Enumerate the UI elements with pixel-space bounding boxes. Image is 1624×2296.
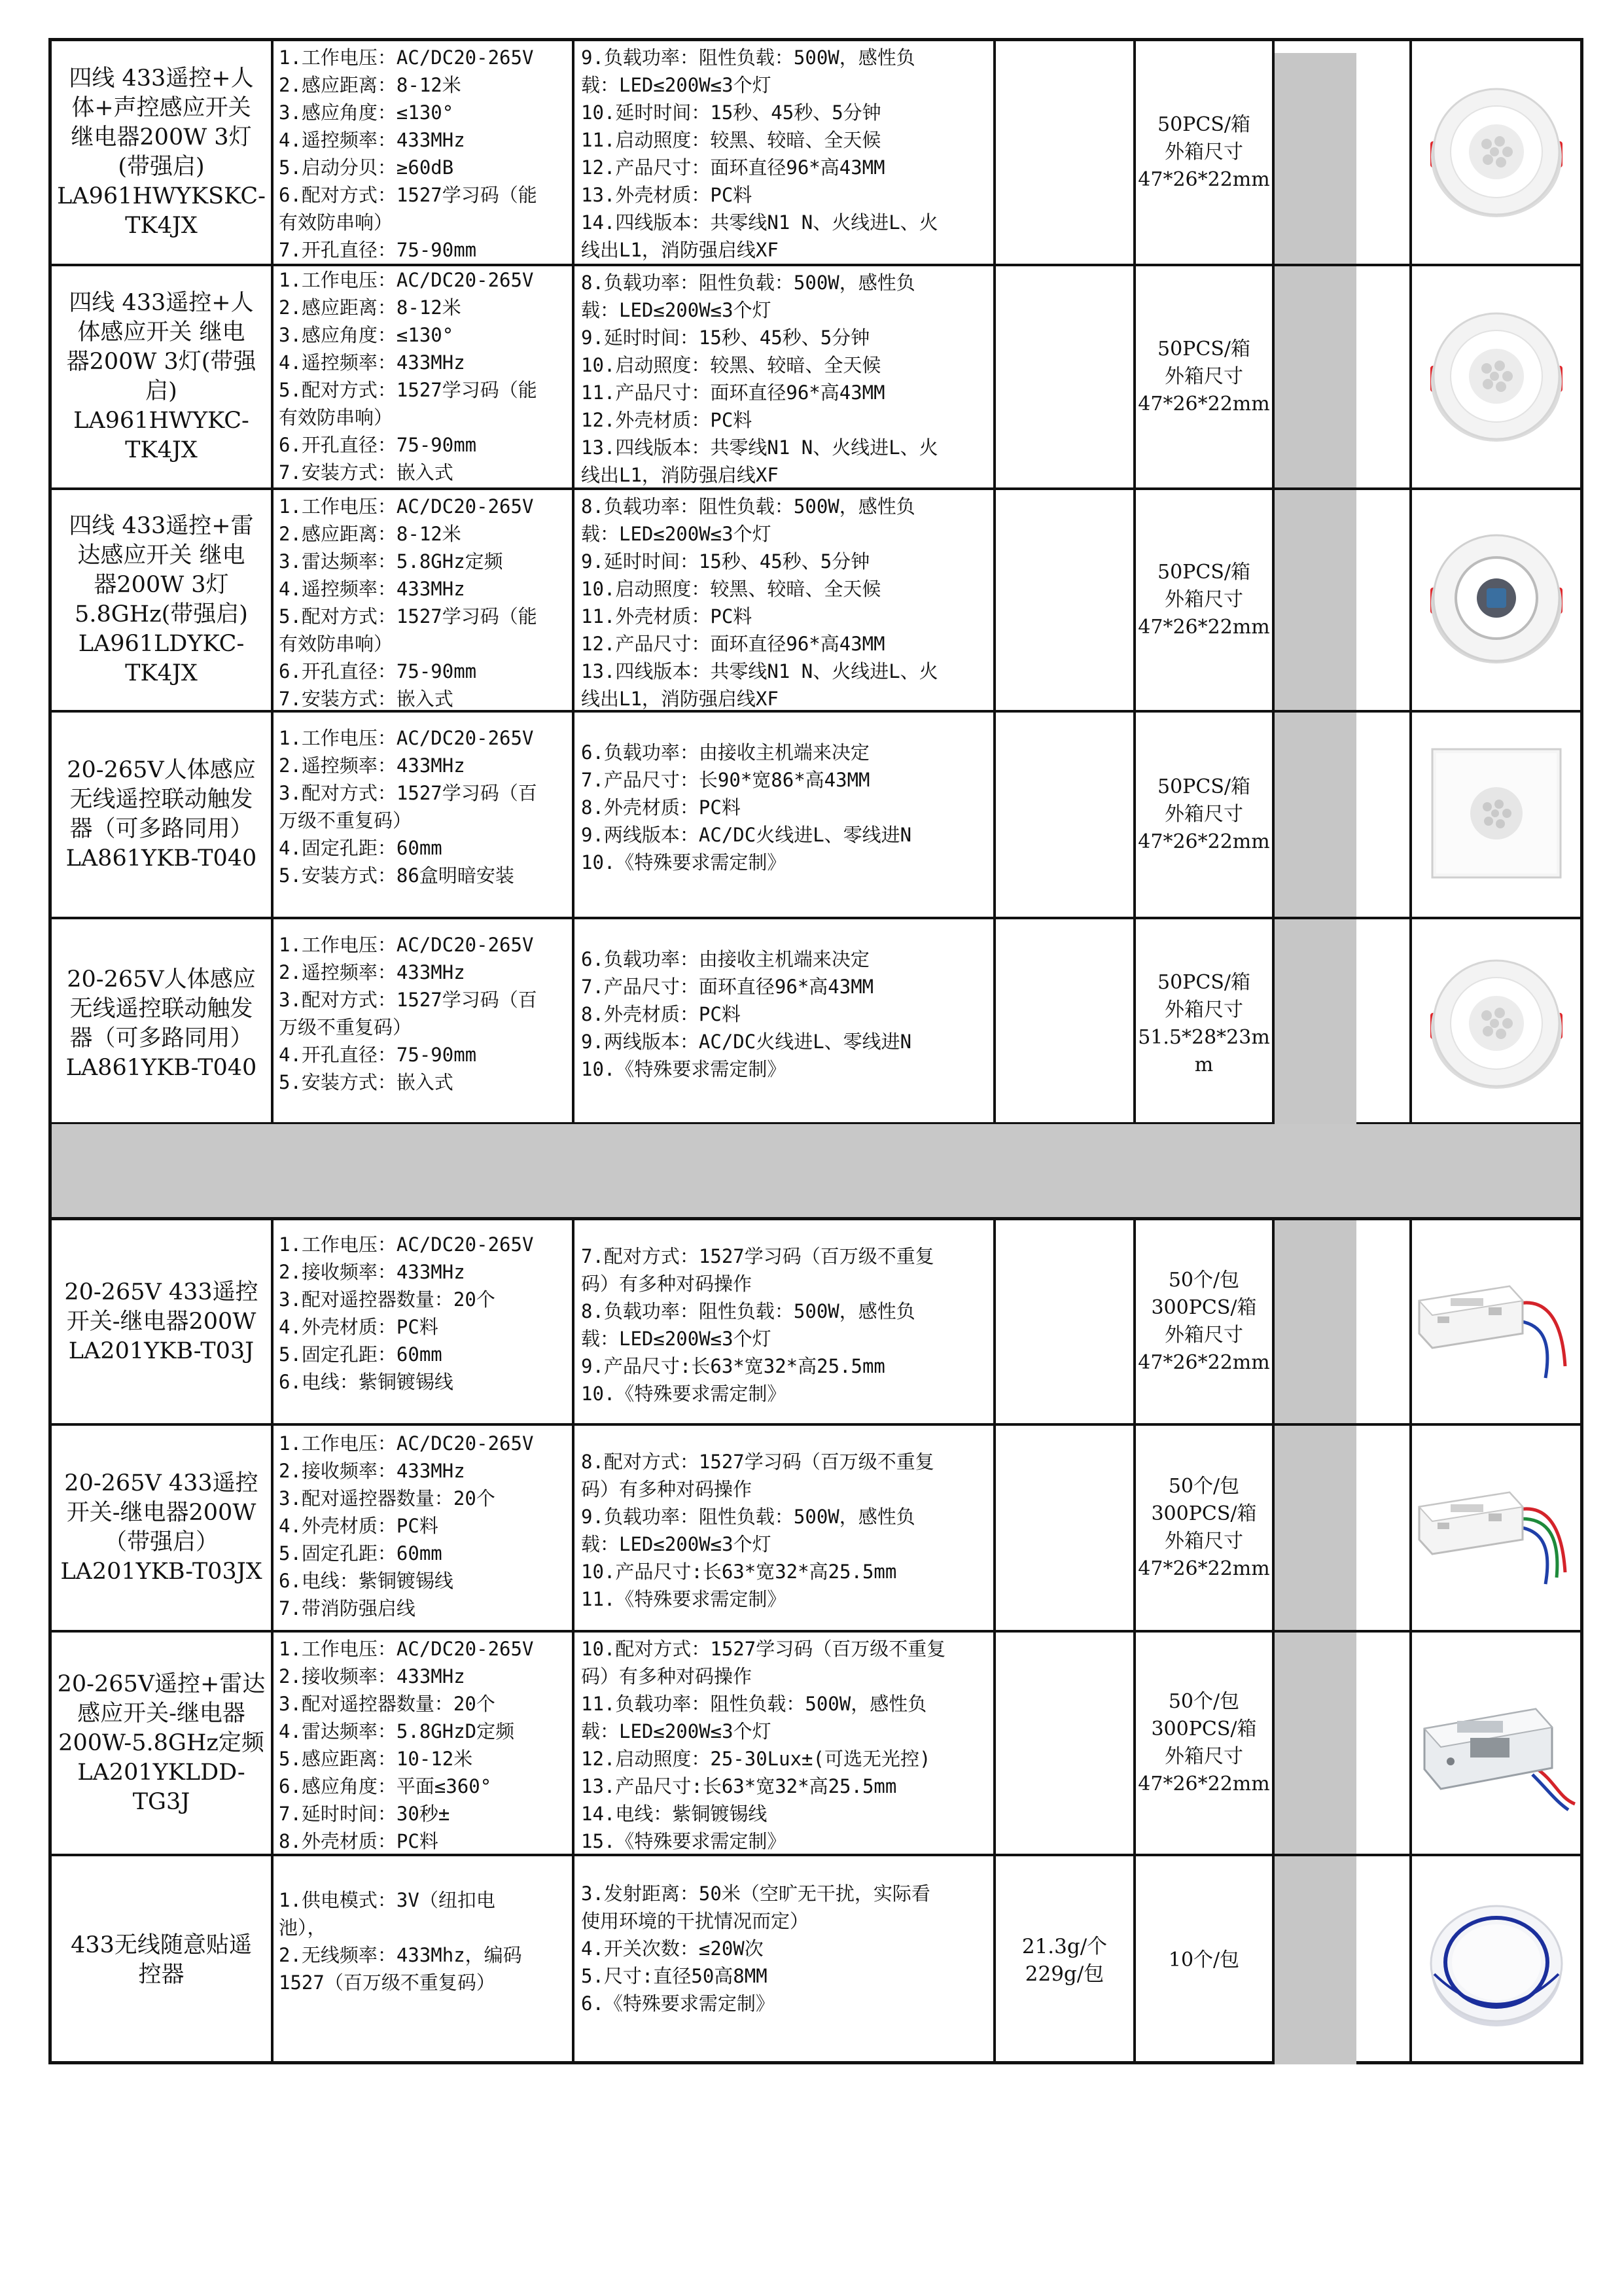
spec-line: 1.工作电压：AC/DC20-265V xyxy=(279,1638,534,1660)
spec-line: 10.延时时间：15秒、45秒、5分钟 xyxy=(581,101,881,124)
spec-line: 1.工作电压：AC/DC20-265V xyxy=(279,727,534,749)
spec-line: 13.四线版本：共零线N1 N、火线进L、火 xyxy=(581,436,938,459)
spec-line: 1.工作电压：AC/DC20-265V xyxy=(279,934,534,956)
product-row xyxy=(52,1630,1580,1854)
spec-line: 3.配对方式：1527学习码（百 xyxy=(279,782,537,804)
spec-line: 13.外壳材质：PC料 xyxy=(581,184,752,206)
spec-column-a xyxy=(274,1856,572,2064)
product-name-cell xyxy=(52,919,271,1129)
packing-cell xyxy=(1136,1856,1272,2064)
spec-line: 4.外壳材质：PC料 xyxy=(279,1316,438,1338)
spec-line: 2.感应距离：8-12米 xyxy=(279,74,461,96)
product-name-cell xyxy=(52,713,271,917)
packing-cell xyxy=(1136,41,1272,264)
product-name: 20-265V 433遥控 开关-继电器200W （带强启） LA201YKB-T03JX xyxy=(60,1470,262,1585)
spec-line: 5.固定孔距：60mm xyxy=(279,1343,442,1366)
product-image-cell xyxy=(1412,41,1580,264)
spec-line: 7.延时时间：30秒± xyxy=(279,1803,450,1825)
spec-line: 万级不重复码） xyxy=(279,809,412,832)
product-image-cell xyxy=(1412,919,1580,1129)
packing-cell xyxy=(1136,713,1272,917)
product-name-cell xyxy=(52,41,271,264)
spec-line: 8.负载功率：阻性负载：500W，感性负 xyxy=(581,272,915,294)
spec-line: 8.外壳材质：PC料 xyxy=(581,1003,741,1025)
spec-line: 4.固定孔距：60mm xyxy=(279,837,442,859)
spec-line: 1527（百万级不重复码） xyxy=(279,1971,495,1994)
spec-line: 9.延时时间：15秒、45秒、5分钟 xyxy=(581,550,870,573)
spec-line: 12.启动照度：25-30Lux±(可选无光控) xyxy=(581,1748,931,1770)
spec-line: 10.《特殊要求需定制》 xyxy=(581,851,786,874)
spec-line: 6.感应角度：平面≤360° xyxy=(279,1775,492,1797)
spec-line: 11.启动照度：较黑、较暗、全天候 xyxy=(581,129,881,151)
spec-line: 6.电线：紫铜镀锡线 xyxy=(279,1371,453,1393)
spec-line: 8.负载功率：阻性负载：500W，感性负 xyxy=(581,1300,915,1322)
spec-line: 4.外壳材质：PC料 xyxy=(279,1515,438,1537)
product-row xyxy=(52,1220,1580,1423)
spec-line: 2.感应距离：8-12米 xyxy=(279,296,461,319)
spec-line: 7.安装方式：嵌入式 xyxy=(279,688,453,710)
spec-line: 7.产品尺寸：面环直径96*高43MM xyxy=(581,976,874,998)
spec-line: 3.感应角度：≤130° xyxy=(279,324,454,346)
spec-line: 5.尺寸:直径50高8MM xyxy=(581,1965,768,1987)
spec-line: 有效防串响） xyxy=(279,633,393,655)
product-row xyxy=(52,41,1580,264)
weight-cell xyxy=(996,713,1133,917)
spec-line: 4.遥控频率：433MHz xyxy=(279,351,465,374)
spec-column-b xyxy=(574,713,993,917)
spec-line: 5.安装方式：86盒明暗安装 xyxy=(279,864,514,887)
spec-column-b xyxy=(574,1220,993,1423)
spec-line: 5.启动分贝：≥60dB xyxy=(279,156,454,179)
spec-line: 9.两线版本：AC/DC火线进L、零线进N xyxy=(581,1031,912,1053)
product-table-section-2 xyxy=(48,1217,1583,2064)
product-name-cell xyxy=(52,1856,271,2064)
spec-line: 5.配对方式：1527学习码（能 xyxy=(279,605,537,627)
spec-line: 9.两线版本：AC/DC火线进L、零线进N xyxy=(581,824,912,846)
spec-column-a xyxy=(274,713,572,917)
spec-line: 4.遥控频率：433MHz xyxy=(279,129,465,151)
packing-text: 50PCS/箱 外箱尺寸 47*26*22mm xyxy=(1138,561,1270,639)
spec-line: 8.负载功率：阻性负载：500W，感性负 xyxy=(581,495,915,518)
packing-cell xyxy=(1136,1633,1272,1854)
spec-column-b xyxy=(574,266,993,487)
spec-line: 1.工作电压：AC/DC20-265V xyxy=(279,1233,534,1256)
spec-line: 5.固定孔距：60mm xyxy=(279,1542,442,1564)
round-sensor-icon xyxy=(1421,947,1572,1101)
spec-line: 使用环境的干扰情况而定） xyxy=(581,1910,809,1932)
spec-line: 2.感应距离：8-12米 xyxy=(279,523,461,545)
round-sensor-icon xyxy=(1421,300,1572,453)
spec-line: 6.负载功率：由接收主机端来决定 xyxy=(581,741,870,764)
product-row xyxy=(52,487,1580,710)
packing-cell xyxy=(1136,1426,1272,1630)
product-image-cell xyxy=(1412,1426,1580,1630)
spec-column-b xyxy=(574,490,993,710)
spec-line: 4.雷达频率：5.8GHzD定频 xyxy=(279,1720,515,1742)
spec-column-a xyxy=(274,490,572,710)
weight-cell xyxy=(996,266,1133,487)
spec-line: 万级不重复码） xyxy=(279,1016,412,1038)
spec-line: 12.产品尺寸：面环直径96*高43MM xyxy=(581,633,885,655)
spec-line: 5.配对方式：1527学习码（能 xyxy=(279,379,537,401)
product-image-cell xyxy=(1412,1856,1580,2064)
weight-cell xyxy=(996,490,1133,710)
product-name: 20-265V人体感应 无线遥控联动触发 器（可多路同用） LA861YKB-T040 xyxy=(65,757,257,872)
spec-line: 12.产品尺寸：面环直径96*高43MM xyxy=(581,156,885,179)
spec-line: 6.《特殊要求需定制》 xyxy=(581,1992,775,2015)
spec-line: 1.工作电压：AC/DC20-265V xyxy=(279,495,534,518)
spec-line: 12.外壳材质：PC料 xyxy=(581,409,752,431)
relay-module-3wire-icon xyxy=(1412,1461,1580,1595)
spec-line: 4.开孔直径：75-90mm xyxy=(279,1044,477,1066)
spec-line: 3.配对遥控器数量：20个 xyxy=(279,1487,495,1510)
spec-column-a xyxy=(274,1220,572,1423)
packing-text: 50个/包 300PCS/箱 外箱尺寸 47*26*22mm xyxy=(1138,1269,1270,1374)
packing-text: 50PCS/箱 外箱尺寸 47*26*22mm xyxy=(1138,338,1270,415)
spec-column-b xyxy=(574,1856,993,2064)
packing-text: 50PCS/箱 外箱尺寸 47*26*22mm xyxy=(1138,113,1270,191)
spec-line: 7.安装方式：嵌入式 xyxy=(279,461,453,484)
spec-line: 1.供电模式：3V（纽扣电 xyxy=(279,1889,495,1911)
spec-line: 2.遥控频率：433MHz xyxy=(279,961,465,983)
product-row xyxy=(52,917,1580,1129)
spec-line: 载：LED≤200W≤3个灯 xyxy=(581,299,771,321)
packing-text: 50PCS/箱 外箱尺寸 47*26*22mm xyxy=(1138,775,1270,853)
weight-cell xyxy=(996,919,1133,1129)
spec-column-b xyxy=(574,919,993,1129)
product-image-cell xyxy=(1412,1220,1580,1423)
product-name: 20-265V人体感应 无线遥控联动触发 器（可多路同用） LA861YKB-T040 xyxy=(65,966,257,1081)
product-name-cell xyxy=(52,490,271,710)
spec-line: 11.产品尺寸：面环直径96*高43MM xyxy=(581,381,885,404)
packing-cell xyxy=(1136,266,1272,487)
spec-line: 10.启动照度：较黑、较暗、全天候 xyxy=(581,578,881,600)
spec-column-a xyxy=(274,1633,572,1854)
spec-column-a xyxy=(274,266,572,487)
spec-line: 8.外壳材质：PC料 xyxy=(581,796,741,819)
spec-line: 码）有多种对码操作 xyxy=(581,1273,752,1295)
relay-module-icon xyxy=(1412,1255,1580,1388)
spec-line: 6.电线：紫铜镀锡线 xyxy=(279,1570,453,1592)
packing-text: 10个/包 xyxy=(1168,1949,1240,1971)
spec-line: 载：LED≤200W≤3个灯 xyxy=(581,1328,771,1350)
spec-line: 7.带消防强启线 xyxy=(279,1597,415,1619)
spec-line: 3.配对遥控器数量：20个 xyxy=(279,1693,495,1715)
spec-column-a xyxy=(274,919,572,1129)
spec-line: 10.启动照度：较黑、较暗、全天候 xyxy=(581,354,881,376)
spec-line: 2.接收频率：433MHz xyxy=(279,1261,465,1283)
weight-text: 21.3g/个 229g/包 xyxy=(1021,1935,1108,1986)
product-row xyxy=(52,1854,1580,2064)
product-row xyxy=(52,710,1580,917)
spec-column-a xyxy=(274,1426,572,1630)
spec-line: 3.感应角度：≤130° xyxy=(279,101,454,124)
packing-cell xyxy=(1136,1220,1272,1423)
spec-line: 载：LED≤200W≤3个灯 xyxy=(581,523,771,545)
product-image-cell xyxy=(1412,490,1580,710)
wireless-remote-button-icon xyxy=(1421,1884,1572,2037)
product-name: 20-265V遥控+雷达 感应开关-继电器 200W-5.8GHz定频 LA201YKLDD-TG3J xyxy=(57,1670,266,1815)
product-name: 四线 433遥控+雷 达感应开关 继电 器200W 3灯 5.8GHz(带强启) LA961LDYKC-TK4JX xyxy=(69,513,254,686)
spec-line: 11.外壳材质：PC料 xyxy=(581,605,752,627)
spec-line: 池）， xyxy=(279,1916,327,1939)
product-row xyxy=(52,1423,1580,1630)
spec-line: 3.配对方式：1527学习码（百 xyxy=(279,989,537,1011)
product-name-cell xyxy=(52,266,271,487)
spec-line: 10.《特殊要求需定制》 xyxy=(581,1058,786,1080)
spec-line: 15.《特殊要求需定制》 xyxy=(581,1830,786,1852)
spec-line: 11.负载功率：阻性负载：500W，感性负 xyxy=(581,1693,927,1715)
spec-line: 载：LED≤200W≤3个灯 xyxy=(581,1720,771,1742)
product-name-cell xyxy=(52,1633,271,1854)
spec-line: 2.无线频率：433Mhz，编码 xyxy=(279,1944,522,1966)
spec-line: 5.感应距离：10-12米 xyxy=(279,1748,473,1770)
spec-line: 8.配对方式：1527学习码（百万级不重复 xyxy=(581,1451,934,1473)
spec-line: 7.产品尺寸：长90*宽86*高43MM xyxy=(581,769,870,791)
product-name: 20-265V 433遥控 开关-继电器200W LA201YKB-T03J xyxy=(64,1279,258,1364)
radar-relay-module-icon xyxy=(1412,1670,1580,1816)
spec-line: 6.开孔直径：75-90mm xyxy=(279,434,477,456)
product-image-cell xyxy=(1412,713,1580,917)
spec-column-b xyxy=(574,41,993,264)
spec-line: 14.四线版本：共零线N1 N、火线进L、火 xyxy=(581,211,938,234)
spec-line: 10.《特殊要求需定制》 xyxy=(581,1383,786,1405)
weight-cell xyxy=(996,1220,1133,1423)
packing-cell xyxy=(1136,919,1272,1129)
spec-line: 2.接收频率：433MHz xyxy=(279,1665,465,1687)
packing-text: 50个/包 300PCS/箱 外箱尺寸 47*26*22mm xyxy=(1138,1690,1270,1795)
spec-line: 2.遥控频率：433MHz xyxy=(279,754,465,777)
spec-line: 5.安装方式：嵌入式 xyxy=(279,1071,453,1093)
spec-line: 9.负载功率：阻性负载：500W，感性负 xyxy=(581,46,915,69)
spec-line: 14.电线：紫铜镀锡线 xyxy=(581,1803,768,1825)
product-name: 433无线随意贴遥 控器 xyxy=(71,1932,252,1988)
spec-line: 3.雷达频率：5.8GHz定频 xyxy=(279,550,503,573)
spec-line: 载：LED≤200W≤3个灯 xyxy=(581,74,771,96)
spec-line: 2.接收频率：433MHz xyxy=(279,1460,465,1482)
spec-line: 线出L1，消防强启线XF xyxy=(581,464,779,486)
radar-sensor-icon xyxy=(1421,523,1572,677)
spec-line: 3.发射距离：50米（空旷无干扰，实际看 xyxy=(581,1882,930,1905)
spec-line: 9.负载功率：阻性负载：500W，感性负 xyxy=(581,1506,915,1528)
spec-line: 6.配对方式：1527学习码（能 xyxy=(279,184,537,206)
gray-separator-band xyxy=(48,1124,1583,1219)
spec-line: 13.产品尺寸:长63*宽32*高25.5mm xyxy=(581,1775,897,1797)
product-name-cell xyxy=(52,1426,271,1630)
spec-line: 有效防串响） xyxy=(279,211,393,234)
weight-cell xyxy=(996,1426,1133,1630)
packing-text: 50个/包 300PCS/箱 外箱尺寸 47*26*22mm xyxy=(1138,1475,1270,1580)
product-name-cell xyxy=(52,1220,271,1423)
spec-line: 3.配对遥控器数量：20个 xyxy=(279,1288,495,1311)
spec-line: 9.产品尺寸:长63*宽32*高25.5mm xyxy=(581,1355,885,1377)
product-name: 四线 433遥控+人 体+声控感应开关 继电器200W 3灯 (带强启) LA961HWYKSKC- TK4JX xyxy=(57,65,266,239)
product-image-cell xyxy=(1412,266,1580,487)
spec-line: 10.产品尺寸:长63*宽32*高25.5mm xyxy=(581,1561,897,1583)
spec-line: 4.开关次数：≤20W次 xyxy=(581,1937,764,1960)
product-row xyxy=(52,264,1580,487)
packing-text: 50PCS/箱 外箱尺寸 51.5*28*23m m xyxy=(1138,971,1270,1076)
spec-line: 有效防串响） xyxy=(279,406,393,429)
spec-line: 载：LED≤200W≤3个灯 xyxy=(581,1533,771,1555)
spec-line: 13.四线版本：共零线N1 N、火线进L、火 xyxy=(581,660,938,682)
spec-line: 1.工作电压：AC/DC20-265V xyxy=(279,1432,534,1455)
product-table-section-1 xyxy=(48,38,1583,1125)
product-name: 四线 433遥控+人 体感应开关 继电 器200W 3灯(带强 启) LA961HWYKC-TK4JX xyxy=(66,290,256,463)
spec-line: 码）有多种对码操作 xyxy=(581,1665,752,1687)
spec-line: 1.工作电压：AC/DC20-265V xyxy=(279,269,534,291)
spec-line: 8.外壳材质：PC料 xyxy=(279,1830,438,1852)
weight-cell xyxy=(996,1633,1133,1854)
spec-line: 11.《特殊要求需定制》 xyxy=(581,1588,786,1610)
spec-line: 线出L1，消防强启线XF xyxy=(581,239,779,261)
spec-line: 6.开孔直径：75-90mm xyxy=(279,660,477,682)
square-sensor-icon xyxy=(1424,741,1568,888)
spec-column-a xyxy=(274,41,572,264)
spec-line: 线出L1，消防强启线XF xyxy=(581,688,779,710)
spec-line: 10.配对方式：1527学习码（百万级不重复 xyxy=(581,1638,946,1660)
spec-column-b xyxy=(574,1633,993,1854)
spec-line: 码）有多种对码操作 xyxy=(581,1478,752,1500)
spec-line: 7.开孔直径：75-90mm xyxy=(279,239,477,261)
spec-column-b xyxy=(574,1426,993,1630)
spec-line: 7.配对方式：1527学习码（百万级不重复 xyxy=(581,1245,934,1267)
round-sensor-icon xyxy=(1421,76,1572,229)
spec-line: 1.工作电压：AC/DC20-265V xyxy=(279,46,534,69)
spec-line: 6.负载功率：由接收主机端来决定 xyxy=(581,948,870,970)
spec-line: 4.遥控频率：433MHz xyxy=(279,578,465,600)
packing-cell xyxy=(1136,490,1272,710)
product-image-cell xyxy=(1412,1633,1580,1854)
weight-cell xyxy=(996,41,1133,264)
spec-line: 9.延时时间：15秒、45秒、5分钟 xyxy=(581,327,870,349)
weight-cell xyxy=(996,1856,1133,2064)
